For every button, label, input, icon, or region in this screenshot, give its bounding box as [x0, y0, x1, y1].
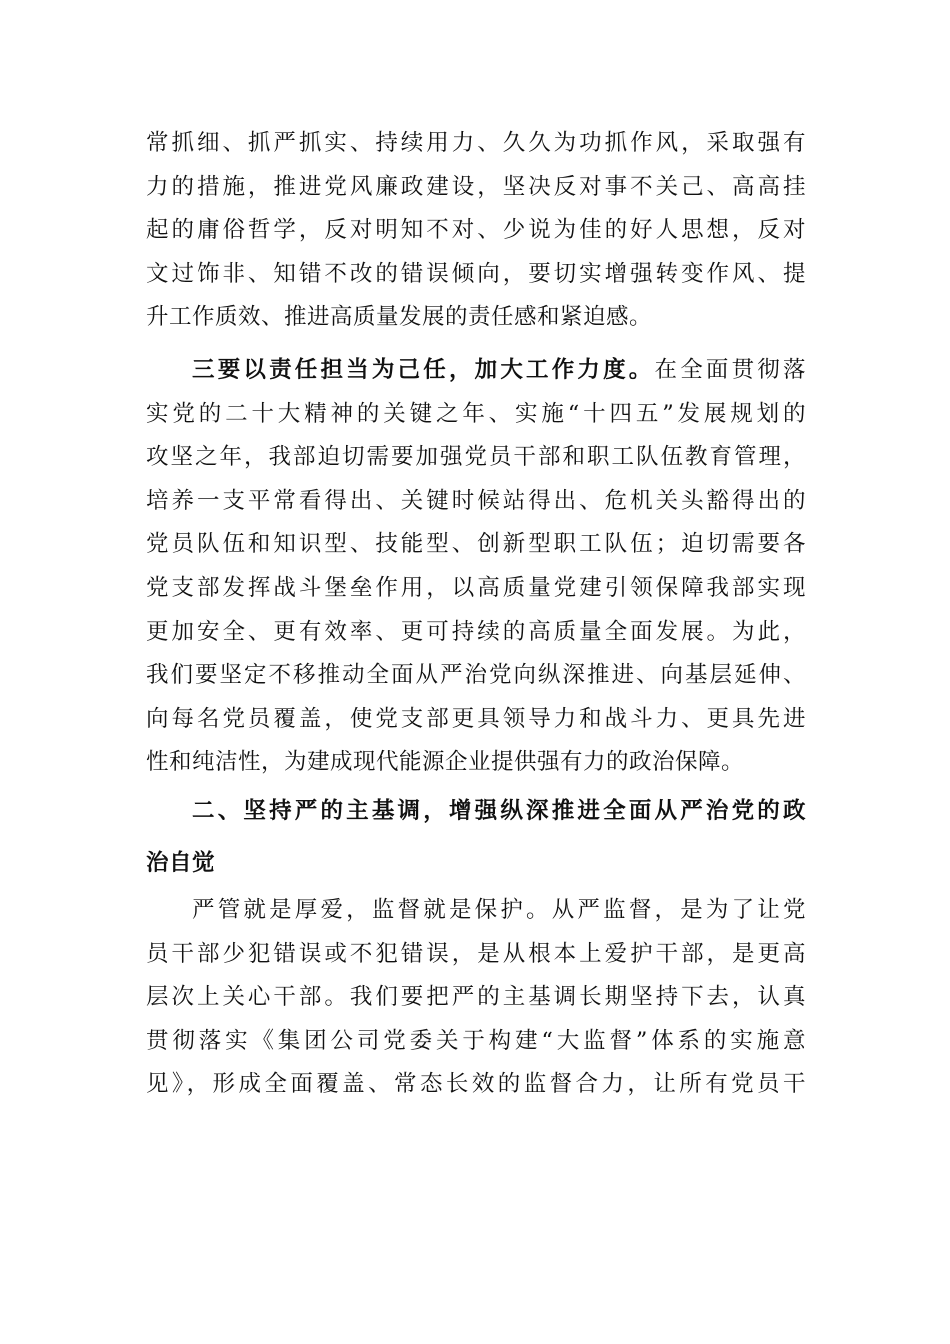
- paragraph-line: 我们要坚定不移推动全面从严治党向纵深推进、向基层延伸、: [146, 662, 806, 689]
- document-body: [146, 122, 806, 1107]
- paragraph-line: 力的措施，推进党风廉政建设，坚决反对事不关己、高高挂: [146, 173, 806, 200]
- paragraph-line: 党员队伍和知识型、技能型、创新型职工队伍；迫切需要各: [146, 531, 806, 558]
- paragraph-line: 攻坚之年，我部迫切需要加强党员干部和职工队伍教育管理，: [146, 444, 806, 471]
- paragraph-line: 文过饰非、知错不改的错误倾向，要切实增强转变作风、提: [146, 260, 806, 287]
- paragraph-line: 更加安全、更有效率、更可持续的高质量全面发展。为此，: [146, 618, 806, 645]
- paragraph-line: 员干部少犯错误或不犯错误，是从根本上爱护干部，是更高: [146, 940, 806, 967]
- paragraph-line: 贯彻落实《集团公司党委关于构建“大监督”体系的实施意: [146, 1027, 806, 1054]
- paragraph-first-line: [146, 349, 806, 393]
- paragraph-2: [146, 349, 806, 785]
- paragraph-1: [146, 122, 806, 340]
- section-heading-line: 二、坚持严的主基调，增强纵深推进全面从严治党的政: [192, 797, 806, 824]
- paragraph-line: 党支部发挥战斗堡垒作用，以高质量党建引领保障我部实现: [146, 574, 806, 601]
- paragraph-lead-rest: 在全面贯彻落: [654, 356, 806, 383]
- section-heading-line: 治自觉: [146, 849, 216, 876]
- paragraph-line: 见》，形成全面覆盖、常态长效的监督合力，让所有党员干: [146, 1071, 806, 1098]
- paragraph-gap: [146, 340, 806, 349]
- paragraph-3: [146, 889, 806, 1107]
- paragraph-line: 升工作质效、推进高质量发展的责任感和紧迫感。: [146, 304, 653, 331]
- paragraph-line: 常抓细、抓严抓实、持续用力、久久为功抓作风，采取强有: [146, 130, 806, 156]
- paragraph-line: 性和纯洁性，为建成现代能源企业提供强有力的政治保障。: [146, 749, 745, 776]
- paragraph-line: 培养一支平常看得出、关键时候站得出、危机关头豁得出的: [146, 487, 806, 514]
- paragraph-lead-bold: 三要以责任担当为己任，加大工作力度。: [192, 356, 655, 383]
- section-heading: [146, 785, 806, 889]
- paragraph-line: 层次上关心干部。我们要把严的主基调长期坚持下去，认真: [146, 984, 806, 1011]
- paragraph-line: 向每名党员覆盖，使党支部更具领导力和战斗力、更具先进: [146, 705, 806, 732]
- paragraph-first-line: 严管就是厚爱，监督就是保护。从严监督，是为了让党: [192, 896, 806, 923]
- paragraph-line: 实党的二十大精神的关键之年、实施“十四五”发展规划的: [146, 400, 806, 427]
- paragraph-line: 起的庸俗哲学，反对明知不对、少说为佳的好人思想，反对: [146, 217, 806, 244]
